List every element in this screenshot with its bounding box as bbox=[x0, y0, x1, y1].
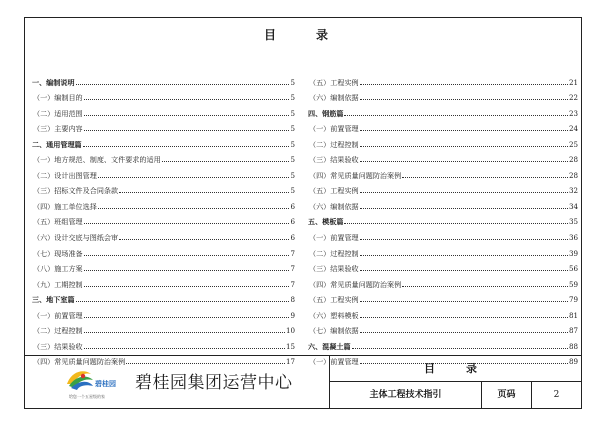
toc-entry[interactable] bbox=[308, 289, 578, 305]
toc-entry[interactable] bbox=[308, 87, 578, 103]
toc-entry-text: （二）过程控制 bbox=[309, 248, 359, 258]
toc-entry[interactable] bbox=[308, 273, 578, 289]
toc-entry-text: 二、通用管理篇 bbox=[32, 139, 82, 149]
toc-page-number: 5 bbox=[290, 77, 295, 87]
toc-entry[interactable] bbox=[308, 118, 578, 134]
toc-entry-text: （四）常见质量问题防治案例 bbox=[309, 279, 402, 289]
toc-page-number: 59 bbox=[568, 279, 578, 289]
toc-leader-dots bbox=[360, 208, 568, 209]
toc-leader-dots bbox=[84, 99, 290, 100]
toc-leader-dots bbox=[162, 161, 290, 162]
toc-leader-dots bbox=[360, 99, 568, 100]
toc-page-number: 81 bbox=[568, 310, 578, 320]
toc-leader-dots bbox=[98, 208, 290, 209]
toc-entry-text: （一）地方规范、制度、文件要求的适用 bbox=[33, 155, 161, 165]
toc-section[interactable] bbox=[308, 211, 578, 227]
page-number: 2 bbox=[553, 390, 560, 400]
toc-leader-dots bbox=[84, 286, 290, 287]
toc-entry-text: （五）工程实例 bbox=[309, 186, 359, 196]
toc-section[interactable] bbox=[32, 289, 295, 305]
toc-page-number: 5 bbox=[290, 186, 295, 196]
toc-entry[interactable] bbox=[308, 71, 578, 87]
toc-entry[interactable] bbox=[308, 304, 578, 320]
toc-leader-dots bbox=[402, 177, 568, 178]
toc-entry[interactable] bbox=[32, 242, 295, 258]
toc-leader-dots bbox=[352, 348, 568, 349]
toc-page-number: 32 bbox=[568, 186, 578, 196]
toc-page-number: 5 bbox=[290, 108, 295, 118]
toc-page-number: 5 bbox=[290, 124, 295, 134]
toc-entry[interactable] bbox=[32, 102, 295, 118]
toc-entry-text: （六）设计交底与图纸会审 bbox=[33, 233, 119, 243]
page-label: 页码 bbox=[482, 382, 532, 408]
toc-entry-text: （一）前置管理 bbox=[309, 233, 359, 243]
logo-slogan: 给您一个五星级的家 bbox=[69, 394, 105, 399]
toc-leader-dots bbox=[84, 317, 290, 318]
toc-entry-text: （三）主要内容 bbox=[33, 124, 83, 134]
toc-entry-text: 一、编制说明 bbox=[32, 77, 75, 87]
company-logo-icon bbox=[61, 362, 125, 402]
toc-entry-text: （一）编制目的 bbox=[33, 93, 83, 103]
toc-right-column bbox=[308, 71, 578, 366]
toc-entry[interactable] bbox=[308, 226, 578, 242]
toc-frame bbox=[24, 17, 582, 409]
toc-leader-dots bbox=[360, 239, 568, 240]
toc-entry[interactable] bbox=[308, 133, 578, 149]
toc-leader-dots bbox=[360, 255, 568, 256]
toc-entry[interactable] bbox=[32, 118, 295, 134]
toc-leader-dots bbox=[83, 146, 290, 147]
toc-page-number: 17 bbox=[285, 357, 295, 367]
toc-entry-text: （六）塑料模板 bbox=[309, 310, 359, 320]
toc-entry[interactable] bbox=[32, 226, 295, 242]
doc-title: 目 录 bbox=[330, 356, 581, 382]
toc-leader-dots bbox=[84, 223, 290, 224]
toc-entry[interactable] bbox=[32, 273, 295, 289]
toc-leader-dots bbox=[360, 317, 568, 318]
toc-page-number: 6 bbox=[290, 217, 295, 227]
toc-entry-text: 五、模板篇 bbox=[308, 217, 344, 227]
toc-entry-text: （三）招标文件及合同条款 bbox=[33, 186, 119, 196]
toc-leader-dots bbox=[360, 332, 568, 333]
title-block bbox=[25, 355, 581, 408]
toc-entry[interactable] bbox=[32, 87, 295, 103]
toc-page-number: 8 bbox=[290, 295, 295, 305]
toc-entry[interactable] bbox=[308, 195, 578, 211]
toc-leader-dots bbox=[360, 146, 568, 147]
toc-leader-dots bbox=[360, 161, 568, 162]
toc-entry[interactable] bbox=[32, 320, 295, 336]
doc-subtitle: 主体工程技术指引 bbox=[330, 382, 482, 408]
toc-page-number: 23 bbox=[568, 108, 578, 118]
toc-entry-text: （二）设计出图管理 bbox=[33, 170, 97, 180]
toc-entry-text: （五）工程实例 bbox=[309, 295, 359, 305]
toc-leader-dots bbox=[84, 270, 290, 271]
toc-entry-text: 六、混凝土篇 bbox=[308, 341, 351, 351]
toc-entry-text: （二）过程控制 bbox=[33, 326, 83, 336]
toc-page-number: 5 bbox=[290, 155, 295, 165]
toc-leader-dots bbox=[360, 270, 568, 271]
toc-entry[interactable] bbox=[32, 180, 295, 196]
toc-entry[interactable] bbox=[308, 164, 578, 180]
toc-entry[interactable] bbox=[308, 180, 578, 196]
toc-entry[interactable] bbox=[32, 211, 295, 227]
toc-entry-text: 三、地下室篇 bbox=[32, 295, 75, 305]
logo-area bbox=[25, 356, 330, 408]
toc-page-number: 6 bbox=[290, 233, 295, 243]
toc-entry-text: （七）编制依据 bbox=[309, 326, 359, 336]
toc-entry-text: （一）前置管理 bbox=[309, 124, 359, 134]
toc-page-number: 5 bbox=[290, 170, 295, 180]
toc-entry[interactable] bbox=[308, 320, 578, 336]
toc-entry-text: （一）前置管理 bbox=[33, 310, 83, 320]
toc-entry-text: （六）编制依据 bbox=[309, 93, 359, 103]
toc-section[interactable] bbox=[32, 71, 295, 87]
toc-page-number: 36 bbox=[568, 233, 578, 243]
logo-text: 碧桂园 bbox=[95, 380, 116, 388]
toc-leader-dots bbox=[84, 115, 290, 116]
toc-page-number: 7 bbox=[290, 248, 295, 258]
toc-leader-dots bbox=[344, 115, 568, 116]
toc-page-number: 34 bbox=[568, 201, 578, 211]
toc-leader-dots bbox=[344, 223, 568, 224]
toc-entry-text: （四）常见质量问题防治案例 bbox=[33, 357, 126, 367]
toc-entry-text: （八）施工方案 bbox=[33, 264, 83, 274]
toc-page-number: 88 bbox=[568, 341, 578, 351]
toc-page-number: 25 bbox=[568, 139, 578, 149]
toc-leader-dots bbox=[84, 130, 290, 131]
toc-page-number: 89 bbox=[568, 357, 578, 367]
doc-info-row bbox=[330, 382, 581, 408]
toc-page-number: 24 bbox=[568, 124, 578, 134]
toc-entry[interactable] bbox=[308, 149, 578, 165]
toc-leader-dots bbox=[360, 130, 568, 131]
toc-entry-text: （九）工期控制 bbox=[33, 279, 83, 289]
company-name: 碧桂园集团运营中心 bbox=[135, 373, 293, 393]
toc-leader-dots bbox=[119, 192, 289, 193]
toc-leader-dots bbox=[360, 84, 568, 85]
toc-entry-text: （三）结果验收 bbox=[33, 341, 83, 351]
toc-leader-dots bbox=[360, 192, 568, 193]
toc-entry-text: （四）施工单位选择 bbox=[33, 201, 97, 211]
toc-entry-text: 四、钢筋篇 bbox=[308, 108, 344, 118]
toc-leader-dots bbox=[84, 348, 285, 349]
toc-entry-text: （二）适用范围 bbox=[33, 108, 83, 118]
toc-leader-dots bbox=[98, 177, 290, 178]
toc-page-number: 7 bbox=[290, 279, 295, 289]
toc-page-number: 21 bbox=[568, 77, 578, 87]
toc-section[interactable] bbox=[308, 335, 578, 351]
toc-leader-dots bbox=[84, 255, 290, 256]
toc-section[interactable] bbox=[32, 133, 295, 149]
toc-left-column bbox=[32, 71, 295, 366]
toc-leader-dots bbox=[84, 332, 285, 333]
toc-page-number: 5 bbox=[290, 93, 295, 103]
toc-entry[interactable] bbox=[32, 258, 295, 274]
toc-entry[interactable] bbox=[308, 242, 578, 258]
toc-page-number: 15 bbox=[285, 341, 295, 351]
toc-entry-text: （五）班组管理 bbox=[33, 217, 83, 227]
toc-page-number: 28 bbox=[568, 170, 578, 180]
toc-entry-text: （三）结果验收 bbox=[309, 155, 359, 165]
toc-leader-dots bbox=[360, 301, 568, 302]
toc-section[interactable] bbox=[308, 102, 578, 118]
toc-leader-dots bbox=[119, 239, 289, 240]
toc-page-number: 9 bbox=[290, 310, 295, 320]
toc-entry-text: （三）结果验收 bbox=[309, 264, 359, 274]
toc-page-number: 22 bbox=[568, 93, 578, 103]
toc-page-number: 79 bbox=[568, 295, 578, 305]
toc-entry[interactable] bbox=[32, 149, 295, 165]
toc-entry-text: （七）现场准备 bbox=[33, 248, 83, 258]
toc-entry-text: （五）工程实例 bbox=[309, 77, 359, 87]
toc-leader-dots bbox=[76, 301, 290, 302]
toc-leader-dots bbox=[402, 286, 568, 287]
toc-entry-text: （四）常见质量问题防治案例 bbox=[309, 170, 402, 180]
toc-entry[interactable] bbox=[32, 335, 295, 351]
toc-leader-dots bbox=[76, 84, 290, 85]
toc-page-number: 56 bbox=[568, 264, 578, 274]
toc-page-number: 28 bbox=[568, 155, 578, 165]
toc-page-number: 39 bbox=[568, 248, 578, 258]
toc-page-number: 5 bbox=[290, 139, 295, 149]
toc-entry-text: （一）前置管理 bbox=[309, 357, 359, 367]
toc-title: 目 录 bbox=[263, 28, 342, 42]
toc-entry[interactable] bbox=[32, 304, 295, 320]
toc-page-number: 6 bbox=[290, 201, 295, 211]
toc-page-number: 10 bbox=[285, 326, 295, 336]
toc-entry[interactable] bbox=[32, 195, 295, 211]
toc-page-number: 35 bbox=[568, 217, 578, 227]
toc-entry[interactable] bbox=[308, 258, 578, 274]
doc-info bbox=[330, 356, 581, 408]
toc-page-number: 87 bbox=[568, 326, 578, 336]
toc-entry-text: （六）编制依据 bbox=[309, 201, 359, 211]
toc-entry-text: （二）过程控制 bbox=[309, 139, 359, 149]
toc-entry[interactable] bbox=[32, 164, 295, 180]
toc-page-number: 7 bbox=[290, 264, 295, 274]
